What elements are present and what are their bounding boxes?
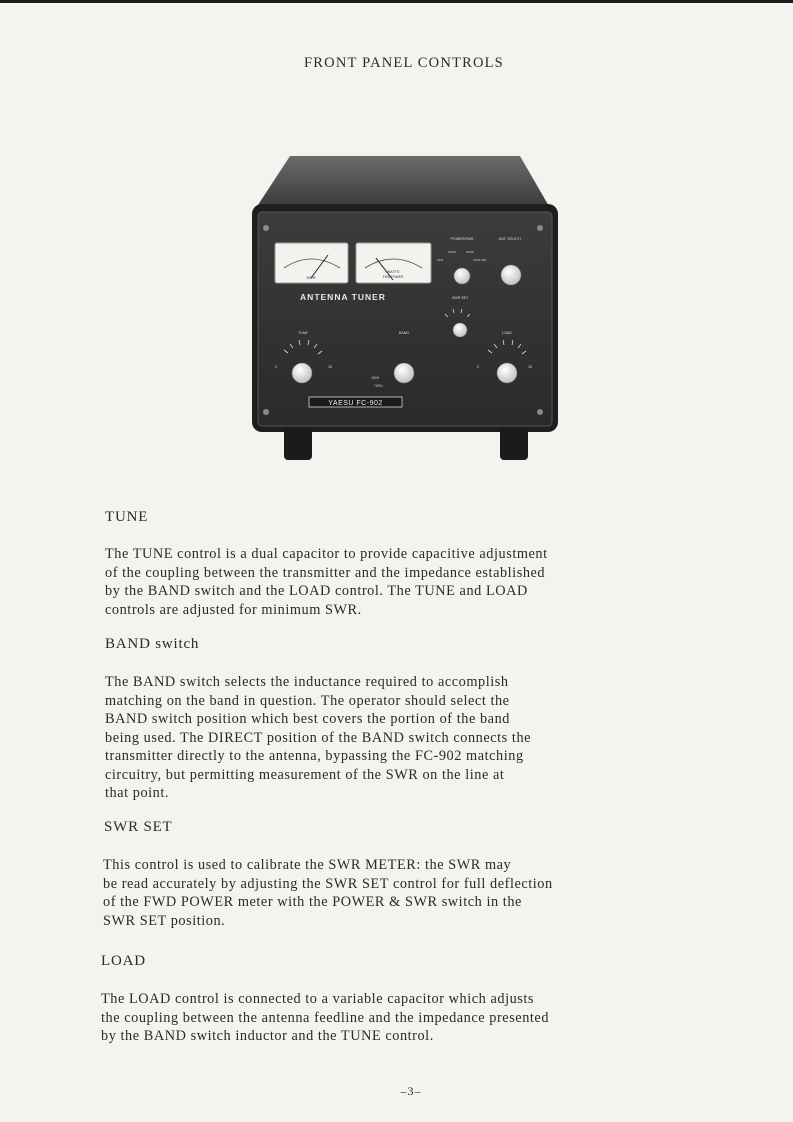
cabinet-top	[256, 156, 550, 208]
svg-text:BAND: BAND	[399, 331, 409, 335]
svg-text:TUNE: TUNE	[298, 331, 308, 335]
svg-text:SWR: SWR	[306, 275, 316, 280]
right-foot	[500, 428, 528, 460]
antenna-tuner-photo	[248, 150, 563, 468]
body-line: of the FWD POWER meter with the POWER & SWR switch in the	[103, 894, 522, 910]
body-line: being used. The DIRECT position of the BAND switch connects the	[105, 729, 532, 746]
body-line: SWR SET position.	[103, 912, 226, 929]
body-line: that point.	[105, 785, 170, 801]
body-line: circuitry, but permitting measurement of the SWR on the line at	[105, 766, 505, 783]
power-meter	[356, 243, 431, 283]
ant-select-knob	[501, 265, 521, 285]
svg-text:0: 0	[275, 365, 277, 369]
section-body-swr-set	[103, 856, 553, 930]
section-heading-swr-set: SWR SET	[104, 819, 173, 835]
section-body-tune	[105, 545, 548, 619]
svg-text:YAESU FC-902: YAESU FC-902	[328, 400, 383, 407]
body-line: BAND switch position which best covers the portion of the band	[105, 711, 510, 727]
svg-text:10: 10	[528, 365, 532, 369]
power-swr-knob	[454, 268, 470, 284]
tune-knob	[292, 363, 312, 383]
svg-text:10: 10	[328, 365, 332, 369]
panel-title: ANTENNA TUNER	[300, 292, 386, 302]
svg-text:THRU: THRU	[374, 384, 383, 388]
section-heading-tune: TUNE	[105, 509, 149, 525]
svg-text:250W: 250W	[448, 250, 456, 254]
body-line: of the coupling between the transmitter and the impedance established	[105, 564, 546, 581]
svg-text:160M: 160M	[371, 376, 379, 380]
page-top-edge	[0, 0, 793, 3]
body-line: transmitter directly to the antenna, bypassing the FC-902 matching	[105, 748, 524, 764]
svg-text:ANT. SELECT: ANT. SELECT	[498, 237, 522, 241]
body-line: The LOAD control is connected to a variable capacitor which adjusts	[101, 991, 535, 1007]
section-body-band-switch	[105, 673, 531, 803]
section-body-load	[101, 990, 549, 1046]
section-heading-band-switch: BAND switch	[105, 636, 200, 652]
svg-text:WATTS: WATTS	[386, 270, 400, 274]
screw-icon	[537, 409, 543, 415]
screw-icon	[537, 225, 543, 231]
screw-icon	[263, 409, 269, 415]
section-heading-load: LOAD	[101, 953, 146, 969]
body-line: The TUNE control is a dual capacitor to provide capacitive adjustment	[105, 546, 548, 562]
body-line: be read accurately by adjusting the SWR SET control for full deflection	[103, 875, 553, 892]
body-line: the coupling between the antenna feedline and the impedance presented	[101, 1009, 550, 1026]
svg-text:SWR SET: SWR SET	[473, 258, 487, 262]
svg-text:FWD POWER: FWD POWER	[382, 275, 404, 279]
swr-set-knob	[453, 323, 467, 337]
left-foot	[284, 428, 312, 460]
swr-meter	[275, 243, 348, 283]
body-line: by the BAND switch and the LOAD control. The TUNE and LOAD	[105, 583, 528, 599]
svg-text:LOAD: LOAD	[502, 331, 512, 335]
band-knob	[394, 363, 414, 383]
body-line: by the BAND switch inductor and the TUNE control.	[101, 1028, 434, 1044]
body-line: controls are adjusted for minimum SWR.	[105, 601, 362, 618]
load-knob	[497, 363, 517, 383]
svg-text:20W: 20W	[437, 258, 444, 262]
body-line: The BAND switch selects the inductance required to accomplish	[105, 674, 509, 690]
svg-text:POWER/SWR: POWER/SWR	[450, 237, 474, 241]
screw-icon	[263, 225, 269, 231]
svg-text:500W: 500W	[466, 250, 474, 254]
svg-text:SWR SET: SWR SET	[451, 296, 469, 300]
page-number: –3–	[400, 1084, 422, 1098]
page-title: FRONT PANEL CONTROLS	[304, 55, 504, 71]
svg-text:0: 0	[477, 365, 479, 369]
body-line: This control is used to calibrate the SWR METER: the SWR may	[103, 857, 512, 873]
body-line: matching on the band in question. The operator should select the	[105, 692, 510, 709]
